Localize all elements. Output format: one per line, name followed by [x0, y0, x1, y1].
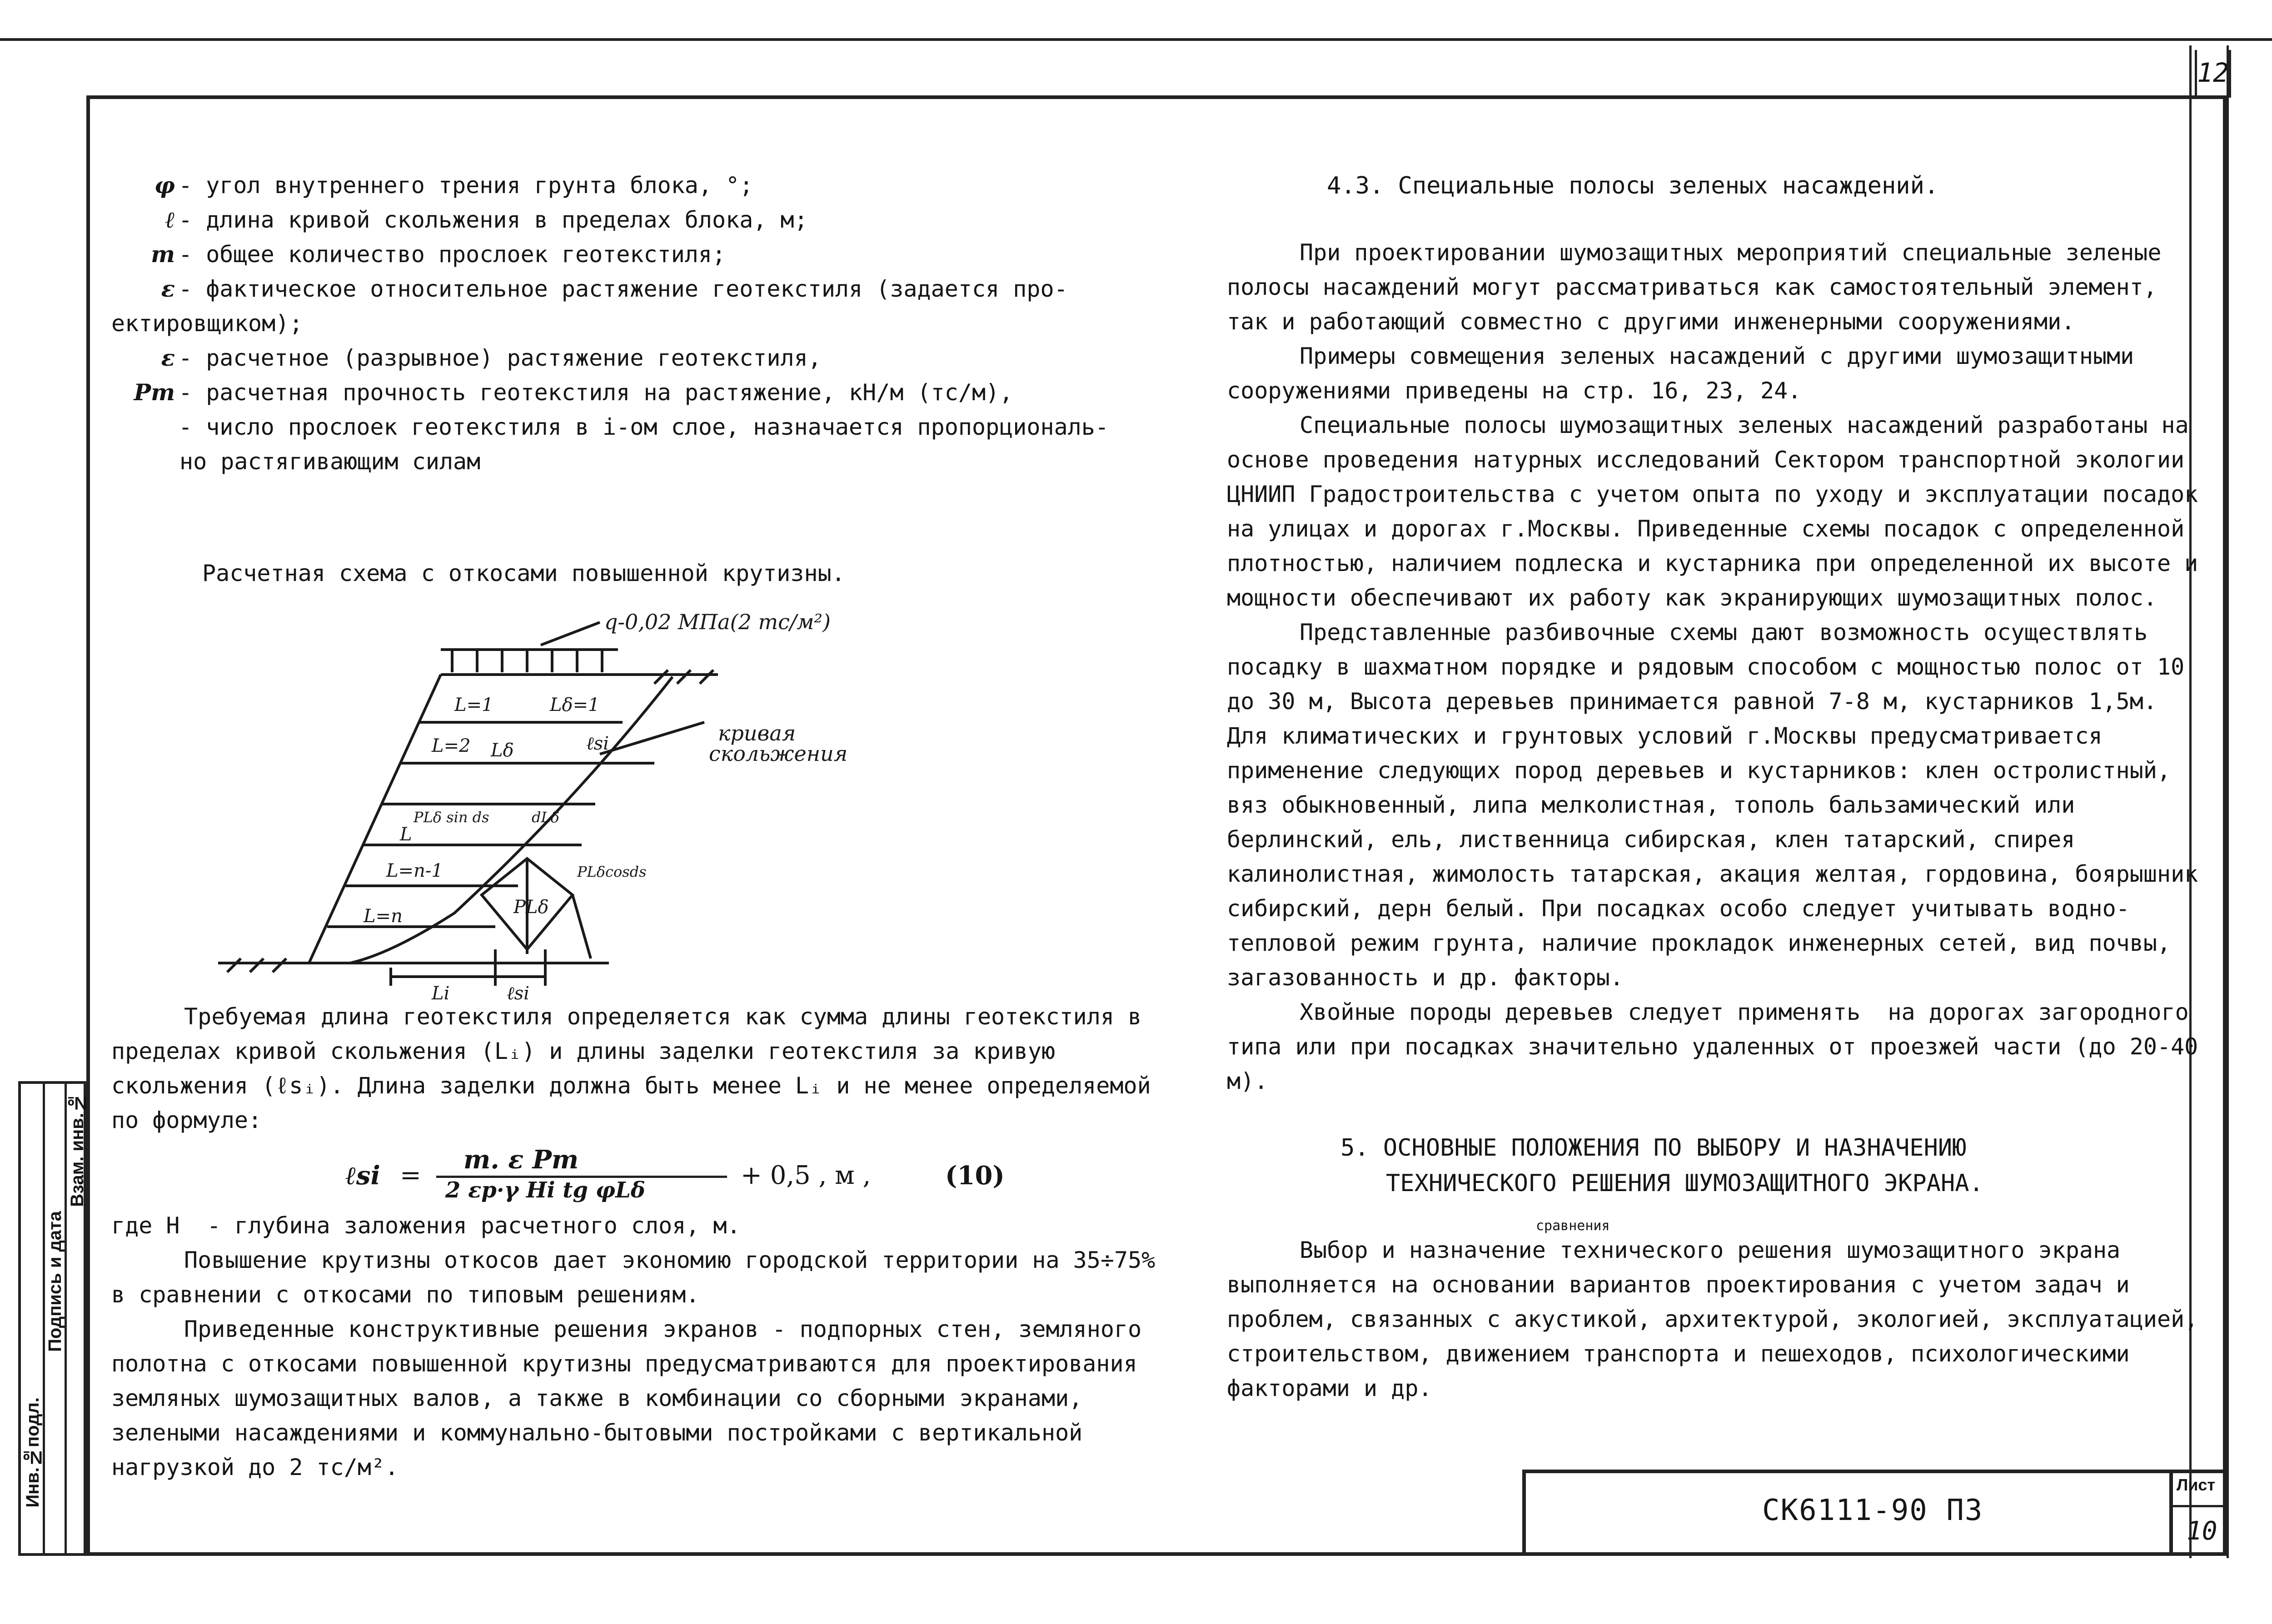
paragraph-geotextile-length: Требуемая длина геотекстиля определяется как сумма длины геотекстиля в пределах кривой скольжения (Lᵢ) и длины заделки геотекстиля за кривую скольжения (ℓsᵢ). Длина заделки должна быть менее Lᵢ и не менее определяемой по формуле: — [111, 1003, 1165, 1133]
definition-symbol: ℓ — [165, 206, 175, 233]
sheet-box-divider — [2173, 1505, 2223, 1507]
definition-row — [111, 272, 1170, 306]
definition-continuation: но растягивающим силам — [179, 448, 481, 475]
definition-text: - расчетная прочность геотекстиля на растяжение, кН/м (тс/м), — [179, 379, 1013, 406]
definition-text: - длина кривой скольжения в пределах блока, м; — [179, 207, 808, 233]
load-label: q-0,02 МПа(2 тс/м²) — [604, 610, 831, 634]
hatch — [654, 670, 668, 684]
hatch — [250, 959, 264, 972]
layer-label-n1: L=n-1 — [386, 860, 443, 881]
force-pls-cos: PLδcosds — [577, 863, 647, 880]
paragraph-green-strips: При проектировании шумозащитных мероприятий специальные зеленые полосы насаждений могут рассматриваться как самостоятельный элемент, так и работающий совместно с другими инженерными сооружениями. — [1227, 239, 2175, 335]
title-block — [1522, 1470, 2227, 1556]
paragraph-research: Специальные полосы шумозащитных зеленых насаждений разработаны на основе проведения натурных исследований Сектором транспортной экологии ЦНИИП Градостроительства с учетом опыта по уходу и эксплуатации посадок на улицах и дорогах г.Москвы. Приведенные схемы посадок с определенной плотностью, наличием подлеска и кустарника при определенной их высоте и мощности обеспечивают их работу как экранирующих шумозащитных полос. — [1227, 412, 2212, 611]
left-column-bottom — [111, 1208, 1170, 1485]
top-sheet-number: 12 — [2195, 50, 2231, 98]
force-label: PLδ sin ds — [414, 809, 489, 826]
sheet-label: Лист — [2177, 1475, 2216, 1494]
paragraph-examples: Примеры совмещения зеленых насаждений с другими шумозащитными сооружениями приведены на стр. 16, 23, 24. — [1227, 343, 2148, 404]
curve-label-2: скольжения — [709, 741, 848, 766]
curve-label-1: кривая — [718, 721, 796, 745]
paragraph-selection: Выбор и назначение технического решения шумозащитного экрана выполняется на основании вариантов проектирования с учетом задач и проблем, связанных с акустикой, архитектурой, экологией, эксплуатацией, строительством, движением транспорта и пешеходов, психологическими факторами и др. — [1227, 1237, 2212, 1401]
paragraph-conifers: Хвойные породы деревьев следует применять на дорогах загородного типа или при посадках значительно удаленных от проезжей части (до 20-40 м). — [1227, 999, 2212, 1094]
hatch — [227, 959, 241, 972]
definition-symbol — [111, 410, 179, 444]
side-stamp — [18, 1081, 86, 1556]
definition-symbol: φ — [154, 172, 175, 199]
handwritten-insert: сравнения — [1536, 1218, 1610, 1234]
layer-label-2: L=2 — [432, 735, 471, 756]
sheet-box — [2169, 1473, 2227, 1556]
sheet-number: 10 — [2187, 1516, 2217, 1546]
formula-number: (10) — [945, 1161, 1005, 1191]
right-column — [1227, 168, 2212, 1405]
layer-label-n: L=n — [364, 906, 403, 927]
definition-row — [111, 168, 1170, 203]
right-frame-line-outer — [2227, 45, 2229, 1558]
definition-symbol: ε — [161, 275, 175, 302]
curve-leader — [600, 722, 704, 754]
layer-label-L: L — [400, 824, 412, 845]
document-code: СК6111-90 П3 — [1762, 1494, 1983, 1527]
definition-row — [111, 410, 1170, 444]
dimension-label-li: Li — [432, 983, 450, 1004]
calculation-scheme-diagram — [200, 604, 882, 1004]
hatch — [700, 670, 713, 684]
definition-row — [111, 341, 1170, 375]
force-pls: PLδ — [513, 897, 549, 918]
section-heading-4-3: 4.3. Специальные полосы зеленых насаждений. — [1327, 172, 1939, 199]
layer-label-lsmall: Lδ — [491, 740, 514, 761]
definition-text: - расчетное (разрывное) растяжение геотекстиля, — [179, 345, 822, 371]
definition-text: - число прослоек геотекстиля в i-ом слое, назначается пропорциональ- — [179, 414, 1109, 440]
dimension-label-lsi: ℓsi — [507, 983, 529, 1004]
formula-numerator: m. ε Pт — [463, 1145, 579, 1175]
formula-where: где H - глубина заложения расчетного слоя, м. — [111, 1212, 741, 1239]
load-leader — [541, 622, 600, 645]
layer-label-ls1: Lδ=1 — [550, 695, 600, 715]
side-stamp-replace: Взам. инв.№ — [67, 1093, 87, 1207]
definition-symbol: Pт — [134, 379, 175, 406]
paragraph-constructive: Приведенные конструктивные решения экранов - подпорных стен, земляного полотна с откосами повышенной крутизны предусматриваются для проектирования земляных шумозащитных валов, а также в комбинации со сборными экранами, зелеными насаждениями и коммунально-бытовыми постройками с вертикальной нагрузкой до 2 тс/м². — [111, 1316, 1156, 1480]
definition-row — [111, 375, 1170, 410]
diagram-title: Расчетная схема с откосами повышенной крутизны. — [202, 560, 845, 586]
force-cos — [573, 895, 591, 959]
layer-label-1: L=1 — [454, 695, 493, 715]
left-column — [111, 168, 1170, 591]
section-heading-5-line1: 5. ОСНОВНЫЕ ПОЛОЖЕНИЯ ПО ВЫБОРУ И НАЗНАЧЕНИЮ — [1340, 1134, 1967, 1162]
definition-text: - угол внутреннего трения грунта блока, °; — [179, 172, 753, 199]
definition-row — [111, 203, 1170, 237]
paragraph-planting-schemes: Представленные разбивочные схемы дают возможность осуществлять посадку в шахматном порядке и рядовым способом с мощностью полос от 10 до 30 м, Высота деревьев принимается равной 7-8 м, кустарников 1,5м. Для климатических и грунтовых условий г.Москвы предусматривается применение следующих пород деревьев и кустарников: клен остролистный, вяз обыкновенный, липа мелколистная, тополь бальзамический или берлинский, ель, лиственница сибирская, клен татарский, спирея калинолистная, жимолость татарская, акация желтая, гордовина, боярышник сибирский, дерн белый. При посадках особо следует учитывать водно-тепловой режим грунта, наличие прокладок инженерных сетей, вид почвы, загазованность и др. факторы. — [1227, 619, 2212, 991]
formula-eq: = — [400, 1161, 421, 1190]
left-column-lower — [111, 999, 1170, 1137]
definition-row — [111, 237, 1170, 272]
section-heading-5-line2: ТЕХНИЧЕСКОГО РЕШЕНИЯ ШУМОЗАЩИТНОГО ЭКРАНА. — [1386, 1170, 1983, 1197]
formula-denominator: 2 εp·γ Hi tg φLδ — [445, 1177, 645, 1203]
hatch — [273, 959, 286, 972]
hatch — [677, 670, 691, 684]
formula-tail: + 0,5 , м , — [741, 1161, 871, 1190]
definition-text: - общее количество прослоек геотекстиля; — [179, 241, 726, 268]
top-border-line — [0, 38, 2272, 41]
side-stamp-inv: Инв.№подл. — [23, 1397, 43, 1508]
side-stamp-signature: Подпись и дата — [45, 1211, 65, 1352]
layer-label-lsi: ℓsi — [586, 733, 609, 754]
definition-text: - фактическое относительное растяжение геотекстиля (задается про- — [179, 276, 1068, 302]
angle-label: dLδ — [532, 809, 559, 826]
definition-symbol: ε — [161, 344, 175, 371]
definition-continuation: ектировщиком); — [111, 310, 303, 337]
formula-lhs: ℓsi — [345, 1161, 380, 1191]
paragraph-slope-economy: Повышение крутизны откосов дает экономию городской территории на 35÷75% в сравнении с откосами по типовым решениям. — [111, 1247, 1169, 1308]
definition-symbol: m — [151, 241, 175, 268]
formula-10 — [345, 1145, 1027, 1204]
